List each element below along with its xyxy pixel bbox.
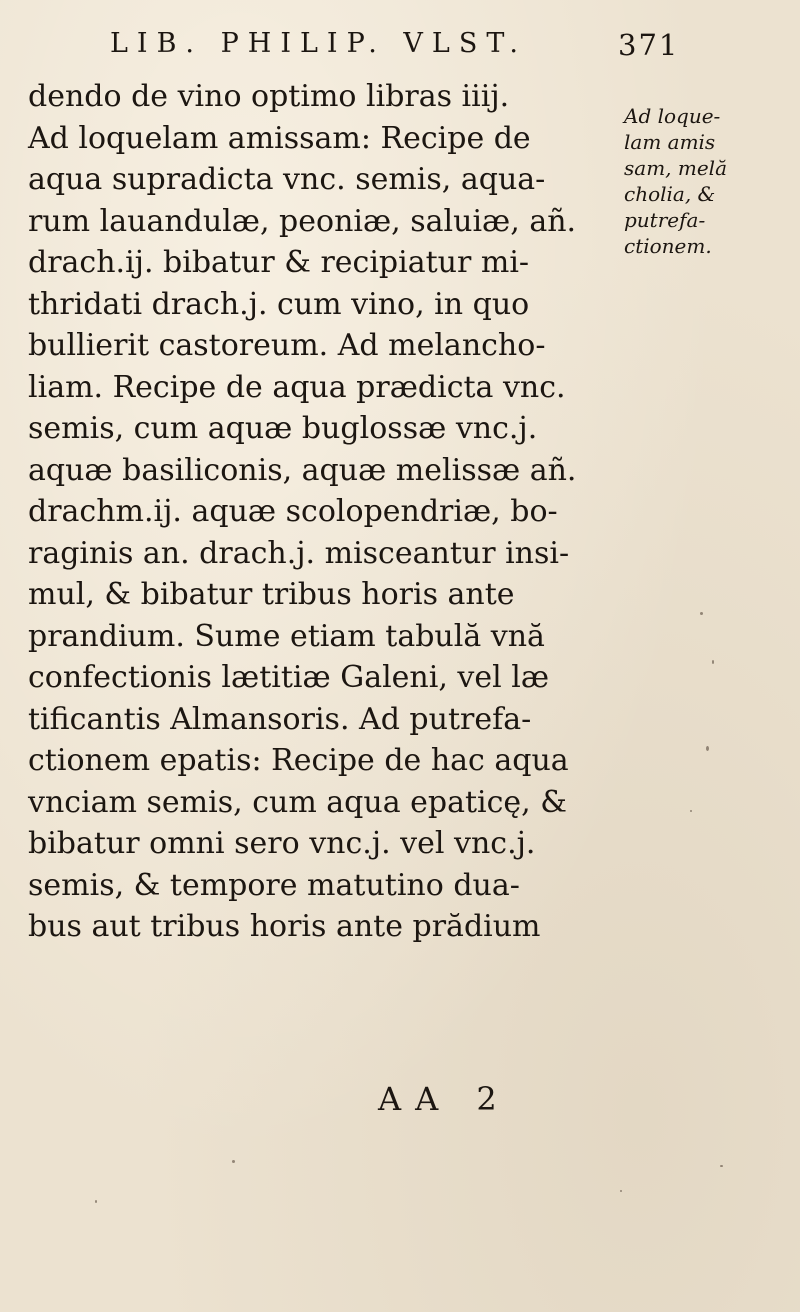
marginal-note-line: Ad loque-	[624, 104, 721, 128]
text-line: drachm.ij. aquæ scolopendriæ, bo-	[28, 494, 558, 529]
text-line: confectionis lætitiæ Galeni, vel læ	[28, 660, 550, 695]
running-title: LIB. PHILIP. VLST.	[110, 28, 527, 59]
text-line: prandium. Sume etiam tabulă vnă	[28, 618, 545, 654]
text-line: drach.ij. bibatur & recipiatur mi-	[28, 245, 530, 280]
text-line: semis, cum aquæ buglossæ vnc.j.	[28, 411, 538, 446]
text-line: vnciam semis, cum aqua epaticę, &	[28, 784, 567, 820]
marginal-note-line: cholia, &	[624, 182, 716, 206]
text-line: tificantis Almansoris. Ad putrefa-	[28, 701, 532, 737]
marginal-note	[624, 103, 800, 259]
text-line: raginis an. drach.j. misceantur insi-	[28, 535, 570, 571]
marginal-note-line: putrefa-	[624, 208, 706, 232]
text-line: bibatur omni sero vnc.j. vel vnc.j.	[28, 826, 536, 861]
text-line: aqua supradicta vnc. semis, aqua-	[28, 162, 546, 197]
text-line: ctionem epatis: Recipe de hac aqua	[28, 743, 569, 778]
ink-speck	[95, 1200, 97, 1203]
signature-mark: AA 2	[378, 1080, 511, 1118]
text-line: bullierit castoreum. Ad melancho-	[28, 328, 546, 363]
marginal-note-line: lam amis	[624, 130, 716, 154]
text-line: bus aut tribus horis ante prădium	[28, 909, 541, 944]
text-line: liam. Recipe de aqua prædicta vnc.	[28, 369, 566, 405]
text-line: dendo de vino optimo libras iiij.	[28, 79, 510, 114]
text-line: aquæ basiliconis, aquæ melissæ añ.	[28, 452, 577, 488]
ink-speck	[720, 1165, 723, 1167]
ink-speck	[232, 1160, 235, 1163]
text-line: Ad loquelam amissam: Recipe de	[28, 120, 531, 156]
page-number: 371	[618, 28, 680, 62]
marginal-note-line: ctionem.	[624, 234, 712, 258]
ink-speck	[706, 746, 709, 751]
text-line: semis, & tempore matutino dua-	[28, 867, 520, 903]
ink-speck	[690, 810, 692, 812]
ink-speck	[620, 1190, 622, 1192]
marginal-note-line: sam, melă	[624, 156, 727, 180]
ink-speck	[712, 660, 714, 664]
text-line: thridati drach.j. cum vino, in quo	[28, 286, 530, 322]
text-line: mul, & bibatur tribus horis ante	[28, 577, 515, 612]
ink-speck	[700, 612, 703, 615]
running-header	[110, 24, 680, 68]
text-line: rum lauandulæ, peoniæ, saluiæ, añ.	[28, 203, 577, 239]
main-text-block	[28, 76, 648, 948]
